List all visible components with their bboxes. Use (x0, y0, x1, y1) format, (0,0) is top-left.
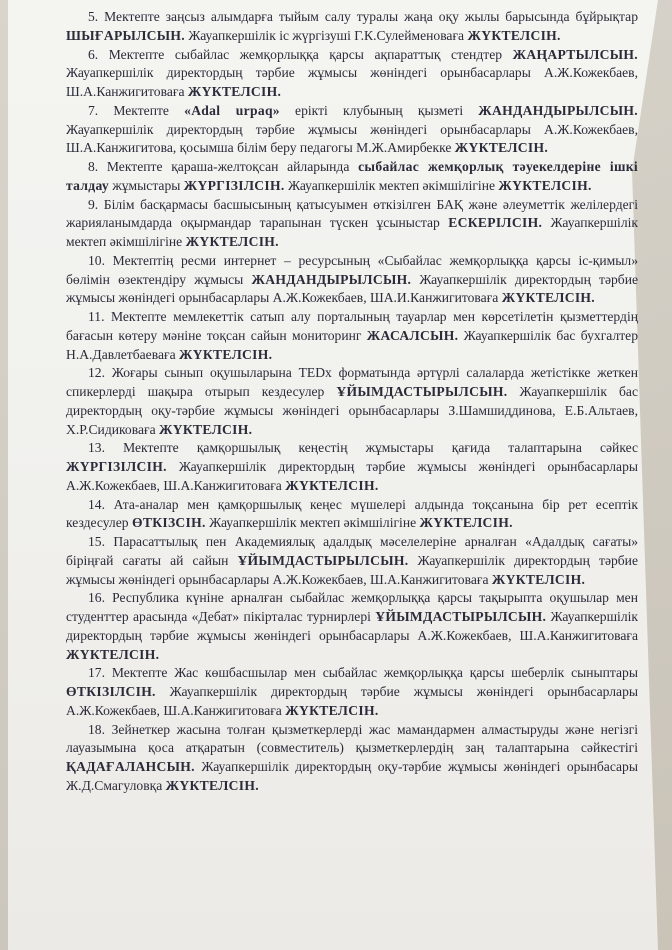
clause-text: ерікті клубының қызметі (279, 102, 479, 118)
clause-directive: ҰЙЫМДАСТЫРЫЛСЫН. (336, 384, 508, 399)
clause-assignment: ЖҮКТЕЛСІН. (285, 477, 379, 493)
clause-8 (66, 158, 638, 196)
club-name: «Adal urpaq» (184, 102, 280, 118)
clause-16 (66, 589, 638, 664)
clause-directive: ӨТКІЗІЛСІН. (66, 684, 156, 699)
clause-text: 11. Мектепте мемлекеттік сатып алу порталының тауарлар мен көрсетілетін қызметтердің бағасын көтеру мәніне тоқсан сайын мониторинг (66, 309, 638, 343)
clause-text: 14. Ата-аналар мен қамқоршылық кеңес мүшелері алдында тоқсанына бір рет есептік кездесулер (66, 496, 638, 531)
clause-directive: ЕСКЕРІЛСІН. (448, 215, 543, 231)
clause-13 (66, 439, 638, 495)
clause-text: Жауапкершілік директордың оқу-тәрбие жұмысы жөніндегі орынбасары Ж.Д.Смагуловқа (66, 759, 638, 793)
clause-text: 15. Парасаттылық пен Академиялық адалдық мәселелеріне арналған «Адалдық сағаты» біріңғай сағаты ай сайын (66, 534, 638, 568)
clause-directive: ЖАСАЛСЫН. (366, 327, 459, 343)
clause-directive: ҰЙЫМДАСТЫРЫЛСЫН. (375, 609, 547, 624)
clause-11 (66, 308, 638, 364)
clause-directive: ЖАНДАНДЫРЫЛСЫН. (478, 102, 638, 118)
document-body (66, 8, 638, 796)
clause-15 (66, 533, 638, 589)
clause-directive: ӨТКІЗСІН. (131, 515, 206, 531)
clause-directive: ЖҮРГІЗІЛСІН. (66, 459, 167, 474)
clause-directive: ЖАҢАРТЫЛСЫН. (512, 46, 638, 62)
clause-emphasis: сыбайлас жемқорлық тәуекелдеріне ішкі талдау (66, 159, 638, 193)
clause-text: 7. Мектепте (88, 102, 185, 118)
clause-assignment: ЖҮКТЕЛСІН. (501, 290, 595, 306)
clause-12 (66, 364, 638, 439)
clause-text: 16. Республика күніне арналған сыбайлас жемқорлыққа қарсы тақырыпта оқушылар мен студенттер арасында «Дебат» пікірталас турнирлері (66, 590, 638, 624)
clause-6 (66, 46, 638, 102)
clause-text: Жауапкершілік бас бухгалтер Н.А.Давлетбаеваға (66, 327, 638, 362)
clause-assignment: ЖҮКТЕЛСІН. (187, 84, 282, 99)
clause-17 (66, 664, 638, 720)
clause-text: жұмыстары (108, 177, 184, 193)
clause-text: Жауапкершілік мектеп әкімшілігіне (205, 515, 420, 531)
clause-5 (66, 8, 638, 46)
clause-text: 17. Мектепте Жас көшбасшылар мен сыбайлас жемқорлыққа қарсы шеберлік сыныптары (88, 665, 638, 681)
clause-text: 18. Зейнеткер жасына толған қызметкерлерді жас мамандармен алмастыруды және негізгі лауазымына қоса атқаратын (совместитель) қызметкерлердің заң талаптарына сәйкестігі (66, 721, 638, 756)
clause-text: Жауапкершілік директордың тәрбие жұмысы жөніндегі орынбасарлары А.Ж.Кожекбаев, Ш.А.Канжигитоваға (66, 65, 638, 99)
clause-assignment: ЖҮКТЕЛСІН. (419, 515, 513, 531)
clause-directive: ШЫҒАРЫЛСЫН. (66, 27, 185, 43)
clause-directive: ЖАНДАНДЫРЫЛСЫН. (251, 271, 412, 287)
clause-assignment: ЖҮКТЕЛСІН. (159, 421, 253, 437)
clause-text: Жауапкершілік директордың тәрбие жұмысы жөніндегі орынбасарлары А.Ж.Кожекбаев, Ш.А.Канжигитоваға (66, 684, 638, 718)
clause-directive: ҚАДАҒАЛАНСЫН. (66, 759, 195, 774)
clause-text: 5. Мектепте заңсыз алымдарға тыйым салу туралы жаңа оқу жылы барысында бұйрықтар (88, 9, 638, 24)
clause-assignment: ЖҮКТЕЛСІН. (491, 571, 586, 587)
clause-text: Жауапкершілік директордың тәрбие жұмысы жөніндегі орынбасарлары А.Ж.Кожекбаев, Ш.А.Канжигитова, қосымша білім беру педагогы М.Ж.Амирбекке (66, 121, 638, 156)
clause-text: 6. Мектепте сыбайлас жемқорлыққа қарсы ақпараттық стендтер (88, 46, 513, 62)
clause-text: 10. Мектептің ресми интернет – ресурсының «Сыбайлас жемқорлыққа қарсы іс-қимыл» бөлімін өзектендіру жұмысы (66, 252, 638, 287)
clause-text: 13. Мектепте қамқоршылық кеңестің жұмыстары қағида талаптарына сәйкес (88, 440, 638, 456)
clause-9 (66, 196, 638, 252)
clause-text: Жауапкершілік іс жүргізуші Г.К.Сулейменоваға (184, 27, 468, 43)
clause-assignment: ЖҮКТЕЛСІН. (179, 346, 273, 362)
clause-text: Жауапкершілік директордың тәрбие жұмысы жөніндегі орынбасарлары А.Ж.Кожекбаев, ША.И.Канжигитоваға (66, 271, 639, 306)
clause-assignment: ЖҮКТЕЛСІН. (165, 777, 259, 793)
clause-directive: ҰЙЫМДАСТЫРЫЛСЫН. (237, 552, 409, 568)
clause-text: Жауапкершілік директордың тәрбие жұмысы жөніндегі орынбасарлары А.Ж.Кожекбаев, Ш.А.Канжигитоваға (66, 459, 638, 493)
clause-18 (66, 721, 638, 796)
clause-text: 9. Білім басқармасы басшысының қатысуымен өткізілген БАҚ және әлеуметтік желілердегі жарияланымдарда оқырмандар тарапынан түскен ұсыныстар (66, 196, 638, 231)
clause-text: Жауапкершілік мектеп әкімшілігіне (284, 177, 499, 193)
clause-assignment: ЖҮКТЕЛСІН. (498, 177, 592, 193)
clause-14 (66, 496, 638, 534)
clause-text: 8. Мектепте қараша-желтоқсан айларында (88, 159, 359, 174)
clause-directive: ЖҮРГІЗІЛСІН. (183, 177, 285, 193)
clause-assignment: ЖҮКТЕЛСІН. (285, 702, 379, 718)
clause-7 (66, 102, 638, 158)
clause-assignment: ЖҮКТЕЛСІН. (467, 27, 561, 43)
clause-text: Жауапкершілік директордың тәрбие жұмысы жөніндегі орынбасарлары А.Ж.Кожекбаев, Ш.А.Канжигитоваға (66, 552, 638, 587)
clause-text: Жауапкершілік бас директордың оқу-тәрбие жұмысы жөніндегі орынбасарлары З.Шамшиддинова, Е.Б.Альтаев, Х.Р.Сидиковаға (66, 384, 638, 437)
clause-assignment: ЖҮКТЕЛСІН. (66, 646, 160, 662)
clause-text: Жауапкершілік мектеп әкімшілігіне (66, 215, 638, 249)
clause-text: 12. Жоғары сынып оқушыларына TEDx форматында әртүрлі салаларда жетістікке жеткен спикерлерді шақыра отырып кездесулер (66, 365, 638, 399)
clause-text: Жауапкершілік директордың тәрбие жұмысы жөніндегі орынбасарлары А.Ж.Кожекбаев, Ш.А.Канжигитоваға (66, 609, 638, 643)
clause-10 (66, 252, 638, 308)
clause-assignment: ЖҮКТЕЛСІН. (454, 140, 549, 156)
clause-assignment: ЖҮКТЕЛСІН. (185, 234, 279, 249)
